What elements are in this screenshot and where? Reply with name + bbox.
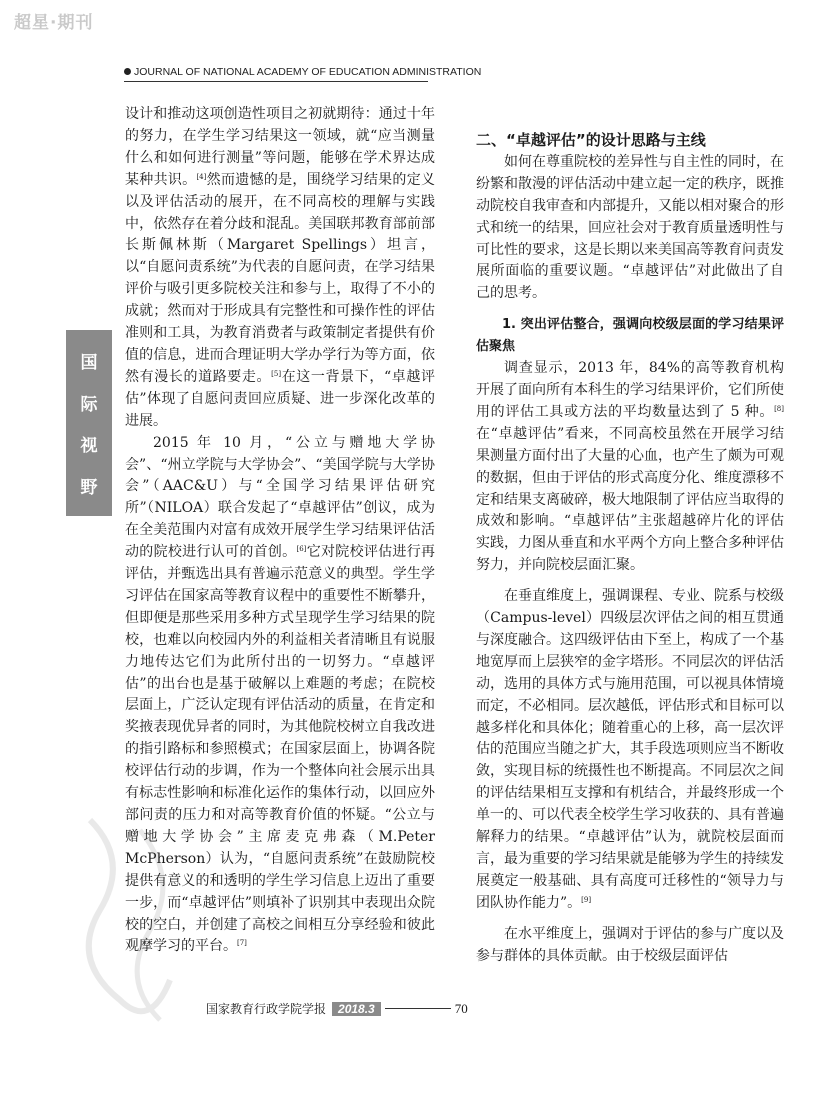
journal-title: JOURNAL OF NATIONAL ACADEMY OF EDUCATION ADMINISTRATION [134, 66, 482, 78]
footer-rule [385, 1008, 451, 1009]
page-footer [206, 1000, 468, 1017]
citation: [4] [196, 172, 207, 181]
paragraph: 2015 年 10 月，“公立与赠地大学协会”、“州立学院与大学协会”、“美国学院与大学协会”（AAC&U）与“全国学习结果评估研究所”（NILOA）联合发起了“卓越评估”创议，成为在全美范围内对富有成效开展学生学习结果评估活动的院校进行认可的首创。[6]它对院校评估进行再评估，并甄选出具有普遍示范意义的典型。学生学习评估在国家高等教育议程中的重要性不断攀升，但即便是那些采用多种方式呈现学生学习结果的院校，也难以向校园内外的利益相关者清晰且有说服力地传达它们为此所付出的一切努力。“卓越评估”的出台也是基于破解以上难题的考虑；在院校层面上，广泛认定现有评估活动的质量，在肯定和奖掖表现优异者的同时，为其他院校树立自我改进的指引路标和参照模式；在国家层面上，协调各院校评估行动的步调，作为一个整体向社会展示出具有标志性影响和标准化运作的集体行动，以回应外部问责的压力和对高等教育价值的怀疑。“公立与赠地大学协会”主席麦克弗森（M.Peter McPherson）认为，“自愿问责系统”在鼓励院校提供有意义的和透明的学生学习信息上迈出了重要一步，而“卓越评估”则填补了识别其中表现出众院校的空白，并创建了高校之间相互分享经验和彼此观摩学习的平台。[7] [125, 434, 436, 955]
citation: [5] [271, 369, 282, 378]
paragraph: 调查显示，2013 年，84%的高等教育机构开展了面向所有本科生的学习结果评价，它们所使用的评估工具或方法的平均数量达到了 5 种。[8]在“卓越评估”看来，不同高校虽然在开展学习结果测量方面付出了大量的心血，也产生了颇为可观的数据，但由于评估的形式高度分化、维度漂移不定和结果支离破碎，极大地限制了评估应当取得的成效和影响。“卓越评估”主张超越碎片化的评估实践，力图从垂直和水平两个方向上整合多种评估努力，并向院校层面汇聚。 [476, 360, 784, 574]
paragraph: 设计和推动这项创造性项目之初就期待：通过十年的努力，在学生学习结果这一领域，就“应当测量什么和如何进行测量”等问题，能够在学术界达成某种共识。[4]然而遗憾的是，围绕学习结果的定义以及评估活动的展开，在不同高校的理解与实践中，依然存在着分歧和混乱。美国联邦教育部前部长斯佩林斯（Margaret Spellings）坦言，以“自愿问责系统”为代表的自愿问责，在学习结果评价与吸引更多院校关注和参与上，取得了不小的成就；然而对于形成具有完整性和可操作性的评估准则和工具，为教育消费者与政策制定者提供有价值的信息，进而合理证明大学办学行为等方面，依然有漫长的道路要走。[5]在这一背景下，“卓越评估”体现了自愿问责回应质疑、进一步深化改革的进展。 [125, 106, 436, 429]
publisher-watermark: 超星·期刊 [14, 13, 94, 33]
issue-badge: 2018.3 [332, 1002, 381, 1016]
paragraph: 在水平维度上，强调对于评估的参与广度以及参与群体的具体贡献。由于校级层面评估 [476, 925, 784, 964]
bullet-dot-icon [124, 68, 131, 75]
citation: [7] [237, 939, 247, 948]
subsection-heading: 1. 突出评估整合，强调向校级层面的学习结果评估聚焦 [476, 317, 784, 355]
faint-stamp-icon [60, 800, 200, 1040]
citation: [9] [581, 895, 592, 904]
footer-journal-name: 国家教育行政学院学报 [206, 1002, 327, 1016]
section-side-tab [66, 330, 112, 516]
journal-header [124, 66, 482, 82]
section-heading: 二、“卓越评估”的设计思路与主线 [476, 131, 706, 149]
citation: [6] [296, 545, 307, 554]
right-column [476, 130, 784, 968]
citation: [8] [774, 404, 784, 413]
side-tab-char: 国 [80, 353, 98, 374]
page-number: 70 [454, 1000, 468, 1016]
side-tab-char: 视 [80, 436, 98, 457]
side-tab-char: 野 [80, 477, 98, 498]
side-tab-char: 际 [80, 394, 98, 415]
paragraph: 在垂直维度上，强调课程、专业、院系与校级（Campus-level）四级层次评估之间的相互贯通与深度融合。这四级评估由下至上，构成了一个基地宽厚而上层狭窄的金字塔形。不同层次的评估活动，选用的具体方式与施用范围，可以视具体情境而定，不必相同。层次越低，评估形式和目标可以越多样化和具体化；随着重心的上移，高一层次评估的范围应当随之扩大，其手段选项则应当不断收敛，实现目标的统摄性也不断提高。不同层次之间的评估结果相互支撑和有机结合，并最终形成一个单一的、可以代表全校学生学习收获的、具有普遍解释力的结果。“卓越评估”认为，就院校层面而言，最为重要的学习结果就是能够为学生的持续发展奠定一般基础、具有高度可迁移性的“领导力与团队协作能力”。[9] [476, 588, 784, 911]
paragraph: 如何在尊重院校的差异性与自主性的同时，在纷繁和散漫的评估活动中建立起一定的秩序，既推动院校自我审查和内部提升，又能以相对聚合的形式和统一的结果，回应社会对于教育质量透明性与可比性的要求，这是长期以来美国高等教育问责发展所面临的重要议题。“卓越评估”对此做出了自己的思考。 [476, 153, 784, 302]
